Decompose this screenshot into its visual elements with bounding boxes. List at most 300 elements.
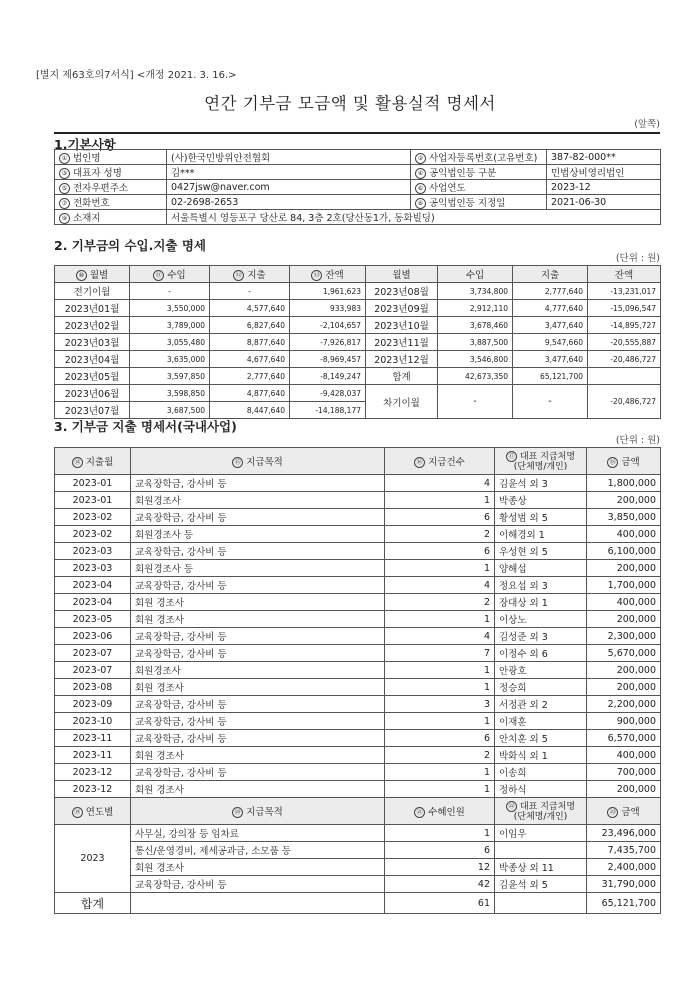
basic-label — [55, 150, 167, 165]
income-header-month — [55, 266, 130, 283]
expense-purpose: 회원 경조사 — [131, 679, 385, 696]
expense-recipient: 박화식 외 1 — [495, 747, 587, 764]
expense-purpose: 교육장학금, 강사비 등 — [131, 713, 385, 730]
expense-month: 2023-12 — [55, 764, 131, 781]
income-cell: 3,598,850 — [130, 385, 210, 402]
annual-header-amount-text: 금액 — [621, 807, 640, 818]
expense-purpose: 교육장학금, 강사비 등 — [131, 696, 385, 713]
annual-recipient: 김윤석 외 5 — [495, 876, 587, 893]
expense-recipient: 서정관 외 2 — [495, 696, 587, 713]
income-header-row — [55, 266, 661, 283]
circled-number: ⑮ — [232, 457, 243, 468]
total-label: 합계 — [55, 893, 131, 914]
annual-row — [55, 842, 661, 859]
address-value: 서울특별시 영등포구 당산로 84, 3층 2호(당산동1가, 동화빌딩) — [167, 210, 661, 225]
bal-cell: -7,926,817 — [290, 334, 366, 351]
income-header-bal-text: 잔액 — [325, 270, 344, 281]
exp-cell: - — [210, 283, 290, 300]
expense-month: 2023-03 — [55, 543, 131, 560]
expense-recipient: 정요섭 외 3 — [495, 577, 587, 594]
income-section-title: 2. 기부금의 수입.지출 명세 — [54, 238, 207, 253]
annual-header-purpose — [131, 798, 385, 825]
annual-recipient: 박종상 외 11 — [495, 859, 587, 876]
income-row — [55, 317, 661, 334]
expense-recipient: 이재훈 — [495, 713, 587, 730]
annual-count: 1 — [385, 825, 495, 842]
income-cell: 3,678,460 — [438, 317, 513, 334]
income-header-income — [130, 266, 210, 283]
month-cell: 전기이월 — [55, 283, 130, 300]
basic-value: 김*** — [167, 165, 411, 180]
domestic-header-amount-text: 금액 — [621, 457, 640, 468]
circled-number: ⑤ — [59, 183, 70, 194]
annual-amount: 7,435,700 — [587, 842, 661, 859]
annual-row — [55, 825, 661, 842]
annual-purpose: 통신/운영경비, 제세공과금, 소모품 등 — [131, 842, 385, 859]
expense-purpose: 교육장학금, 강사비 등 — [131, 509, 385, 526]
basic-label-text: 전화번호 — [73, 198, 110, 209]
exp-cell: 4,677,640 — [210, 351, 290, 368]
circled-number: ⑬ — [311, 270, 322, 281]
month-cell: 2023년11월 — [366, 334, 438, 351]
document-title: 연간 기부금 모금액 및 활용실적 명세서 — [204, 94, 496, 113]
exp-cell: 8,877,640 — [210, 334, 290, 351]
annual-row — [55, 859, 661, 876]
expense-count: 3 — [385, 696, 495, 713]
expense-row — [55, 611, 661, 628]
income-header-month-text: 월별 — [89, 270, 109, 281]
expense-recipient: 이송희 — [495, 764, 587, 781]
annual-header-recipient — [495, 798, 587, 825]
expense-month: 2023-02 — [55, 526, 131, 543]
total-row — [55, 893, 661, 914]
expense-amount: 400,000 — [587, 747, 661, 764]
bal-cell: -14,188,177 — [290, 402, 366, 419]
exp-cell: 3,477,640 — [513, 317, 588, 334]
expense-month: 2023-07 — [55, 662, 131, 679]
basic-value: (사)한국민방위안전협회 — [167, 150, 411, 165]
carry-exp: - — [513, 385, 588, 419]
domestic-header-amount — [587, 448, 661, 475]
income-row — [55, 283, 661, 300]
basic-value: 2023-12 — [547, 180, 661, 195]
expense-row — [55, 713, 661, 730]
annual-amount: 2,400,000 — [587, 859, 661, 876]
domestic-header-recipient — [495, 448, 587, 475]
annual-recipient: 이임우 — [495, 825, 587, 842]
recipient-header-line2: (단체명/개인) — [513, 811, 568, 822]
exp-cell: 4,577,640 — [210, 300, 290, 317]
income-header-exp — [210, 266, 290, 283]
recipient-header-line1 — [499, 801, 582, 812]
domestic-header-month-text: 지출월 — [85, 457, 114, 468]
expense-row — [55, 526, 661, 543]
expense-month: 2023-07 — [55, 645, 131, 662]
basic-value: 0427jsw@naver.com — [167, 180, 411, 195]
bal-cell: -20,555,887 — [588, 334, 661, 351]
expense-row — [55, 781, 661, 798]
expense-amount: 700,000 — [587, 764, 661, 781]
expense-amount: 200,000 — [587, 662, 661, 679]
income-cell: 3,887,500 — [438, 334, 513, 351]
circled-number: ② — [415, 153, 426, 164]
expense-amount: 1,800,000 — [587, 475, 661, 492]
income-header-income-text: 수입 — [167, 270, 186, 281]
total-label: 합계 — [366, 368, 438, 385]
expense-count: 6 — [385, 543, 495, 560]
expense-amount: 2,300,000 — [587, 628, 661, 645]
expense-month: 2023-01 — [55, 475, 131, 492]
expense-purpose: 회원 경조사 — [131, 747, 385, 764]
total-amount: 65,121,700 — [587, 893, 661, 914]
domestic-header-month — [55, 448, 131, 475]
basic-row — [55, 165, 661, 180]
circled-number: ㉒ — [506, 801, 517, 812]
expense-row — [55, 628, 661, 645]
bal-cell: -20,486,727 — [588, 351, 661, 368]
expense-count: 1 — [385, 611, 495, 628]
expense-row — [55, 594, 661, 611]
expense-row — [55, 560, 661, 577]
expense-amount: 200,000 — [587, 560, 661, 577]
expense-recipient: 안치훈 외 5 — [495, 730, 587, 747]
basic-label-text: 공익법인등 지정일 — [429, 198, 506, 209]
month-cell: 2023년09월 — [366, 300, 438, 317]
section-divider — [54, 132, 660, 134]
basic-label — [55, 180, 167, 195]
total-blank — [495, 893, 587, 914]
expense-month: 2023-12 — [55, 781, 131, 798]
basic-value: 2021-06-30 — [547, 195, 661, 210]
expense-amount: 400,000 — [587, 594, 661, 611]
basic-label-text: 소재지 — [73, 213, 101, 224]
domestic-header-purpose-text: 지급목적 — [246, 457, 283, 468]
expense-purpose: 회원경조사 등 — [131, 560, 385, 577]
basic-label — [411, 195, 547, 210]
basic-label-text: 법인명 — [73, 153, 101, 164]
month-cell: 2023년03월 — [55, 334, 130, 351]
expense-month: 2023-01 — [55, 492, 131, 509]
expense-month: 2023-08 — [55, 679, 131, 696]
month-cell: 2023년04월 — [55, 351, 130, 368]
month-cell: 2023년06월 — [55, 385, 130, 402]
recipient-header-text: 대표 지급처명 — [519, 801, 576, 812]
basic-label — [55, 165, 167, 180]
expense-month: 2023-11 — [55, 730, 131, 747]
expense-amount: 6,100,000 — [587, 543, 661, 560]
exp-cell: 4,777,640 — [513, 300, 588, 317]
expense-row — [55, 730, 661, 747]
basic-label-text: 사업자등록번호(고유번호) — [429, 153, 538, 164]
annual-header-year — [55, 798, 131, 825]
total-count: 61 — [385, 893, 495, 914]
circled-number: ⑰ — [506, 451, 517, 462]
income-header-bal — [290, 266, 366, 283]
expense-purpose: 교육장학금, 강사비 등 — [131, 628, 385, 645]
basic-info-table — [54, 149, 661, 225]
circled-number: ③ — [59, 168, 70, 179]
basic-label — [411, 165, 547, 180]
expense-amount: 5,670,000 — [587, 645, 661, 662]
basic-label-text: 대표자 성명 — [73, 168, 122, 179]
form-number: [별지 제63호의7서식] <개정 2021. 3. 16.> — [36, 70, 237, 81]
annual-amount: 31,790,000 — [587, 876, 661, 893]
bal-cell: -8,969,457 — [290, 351, 366, 368]
basic-label-text: 공익법인등 구분 — [429, 168, 497, 179]
recipient-header-text: 대표 지급처명 — [519, 451, 576, 462]
expense-purpose: 회원 경조사 — [131, 781, 385, 798]
circled-number: ⑩ — [76, 270, 87, 281]
income-header-exp2: 지출 — [513, 266, 588, 283]
expense-recipient: 이해경외 1 — [495, 526, 587, 543]
recipient-header-line1 — [499, 451, 582, 462]
domestic-expense-table — [54, 447, 661, 914]
expense-row — [55, 492, 661, 509]
expense-count: 2 — [385, 594, 495, 611]
circled-number: ⑦ — [59, 198, 70, 209]
expense-recipient: 김성준 외 3 — [495, 628, 587, 645]
expense-recipient: 양해섭 — [495, 560, 587, 577]
expense-row — [55, 747, 661, 764]
carry-label: 차기이월 — [366, 385, 438, 419]
circled-number: ⑨ — [59, 213, 70, 224]
annual-purpose: 사무실, 강의장 등 임차료 — [131, 825, 385, 842]
basic-section-title: 1.기본사항 — [54, 137, 116, 152]
expense-row — [55, 679, 661, 696]
domestic-section-title: 3. 기부금 지출 명세서(국내사업) — [54, 419, 237, 434]
bal-cell: 933,983 — [290, 300, 366, 317]
bal-cell: -8,149,247 — [290, 368, 366, 385]
exp-cell: 9,547,660 — [513, 334, 588, 351]
bal-cell: -9,428,037 — [290, 385, 366, 402]
expense-amount: 200,000 — [587, 611, 661, 628]
exp-cell: 3,477,640 — [513, 351, 588, 368]
income-expense-table — [54, 265, 661, 419]
annual-count: 42 — [385, 876, 495, 893]
total-blank — [131, 893, 385, 914]
annual-row — [55, 876, 661, 893]
expense-amount: 200,000 — [587, 679, 661, 696]
expense-amount: 200,000 — [587, 781, 661, 798]
basic-row — [55, 195, 661, 210]
expense-count: 6 — [385, 509, 495, 526]
exp-cell: 2,777,640 — [210, 368, 290, 385]
income-row — [55, 351, 661, 368]
expense-amount: 1,700,000 — [587, 577, 661, 594]
expense-count: 1 — [385, 713, 495, 730]
expense-row — [55, 662, 661, 679]
circled-number: ⑥ — [415, 183, 426, 194]
income-row — [55, 334, 661, 351]
bal-cell: -13,231,017 — [588, 283, 661, 300]
expense-recipient: 장대상 외 1 — [495, 594, 587, 611]
income-cell: 3,546,800 — [438, 351, 513, 368]
circled-number: ⑭ — [72, 457, 83, 468]
income-unit-label: (단위 : 원) — [615, 253, 660, 264]
expense-count: 1 — [385, 492, 495, 509]
annual-recipient — [495, 842, 587, 859]
income-cell: 3,635,000 — [130, 351, 210, 368]
expense-row — [55, 475, 661, 492]
expense-purpose: 교육장학금, 강사비 등 — [131, 543, 385, 560]
expense-count: 1 — [385, 662, 495, 679]
circled-number: ⑲ — [72, 807, 83, 818]
income-cell: - — [130, 283, 210, 300]
basic-label — [411, 150, 547, 165]
income-cell: 3,550,000 — [130, 300, 210, 317]
circled-number: ㉓ — [607, 807, 618, 818]
income-cell: 3,789,000 — [130, 317, 210, 334]
circled-number: ⑱ — [607, 457, 618, 468]
basic-value: 387-82-000** — [547, 150, 661, 165]
annual-header-count — [385, 798, 495, 825]
expense-purpose: 교육장학금, 강사비 등 — [131, 475, 385, 492]
expense-month: 2023-03 — [55, 560, 131, 577]
basic-value: 민법상비영리법인 — [547, 165, 661, 180]
expense-purpose: 교육장학금, 강사비 등 — [131, 645, 385, 662]
circled-number: ⑯ — [414, 457, 425, 468]
basic-label-text: 사업연도 — [429, 183, 466, 194]
income-cell: 3,055,480 — [130, 334, 210, 351]
month-cell: 2023년10월 — [366, 317, 438, 334]
expense-count: 7 — [385, 645, 495, 662]
month-cell: 2023년01월 — [55, 300, 130, 317]
income-cell: 3,687,500 — [130, 402, 210, 419]
expense-count: 1 — [385, 560, 495, 577]
basic-label — [55, 195, 167, 210]
expense-purpose: 회원경조사 — [131, 662, 385, 679]
expense-amount: 400,000 — [587, 526, 661, 543]
exp-cell: 4,877,640 — [210, 385, 290, 402]
expense-month: 2023-02 — [55, 509, 131, 526]
expense-amount: 2,200,000 — [587, 696, 661, 713]
annual-purpose: 회원 경조사 — [131, 859, 385, 876]
expense-recipient: 이정수 외 6 — [495, 645, 587, 662]
expense-purpose: 회원 경조사 — [131, 611, 385, 628]
expense-row — [55, 764, 661, 781]
expense-count: 4 — [385, 628, 495, 645]
basic-label — [411, 180, 547, 195]
income-row — [55, 368, 661, 385]
annual-header-purpose-text: 지급목적 — [246, 807, 283, 818]
expense-amount: 900,000 — [587, 713, 661, 730]
income-row — [55, 385, 661, 402]
expense-recipient: 김윤석 외 3 — [495, 475, 587, 492]
circled-number: ⑧ — [415, 198, 426, 209]
income-header-month2: 월별 — [366, 266, 438, 283]
month-cell: 2023년12월 — [366, 351, 438, 368]
annual-count: 6 — [385, 842, 495, 859]
bal-cell: -15,096,547 — [588, 300, 661, 317]
carry-income: - — [438, 385, 513, 419]
expense-amount: 200,000 — [587, 492, 661, 509]
month-cell: 2023년08월 — [366, 283, 438, 300]
basic-value: 02-2698-2653 — [167, 195, 411, 210]
expense-count: 6 — [385, 730, 495, 747]
circled-number: ㉑ — [414, 807, 425, 818]
basic-row — [55, 150, 661, 165]
expense-month: 2023-09 — [55, 696, 131, 713]
carry-bal: -20,486,727 — [588, 385, 661, 419]
income-header-bal2: 잔액 — [588, 266, 661, 283]
month-cell: 2023년02월 — [55, 317, 130, 334]
annual-purpose: 교육장학금, 강사비 등 — [131, 876, 385, 893]
basic-row — [55, 180, 661, 195]
domestic-header-row-2 — [55, 798, 661, 825]
expense-purpose: 교육장학금, 강사비 등 — [131, 730, 385, 747]
annual-header-amount — [587, 798, 661, 825]
expense-row — [55, 696, 661, 713]
expense-month: 2023-11 — [55, 747, 131, 764]
expense-count: 4 — [385, 475, 495, 492]
basic-label — [55, 210, 167, 225]
circled-number: ⑳ — [232, 807, 243, 818]
expense-count: 2 — [385, 747, 495, 764]
recipient-header-line2: (단체명/개인) — [513, 461, 568, 472]
income-header-income2: 수입 — [438, 266, 513, 283]
annual-count: 12 — [385, 859, 495, 876]
basic-row-address — [55, 210, 661, 225]
expense-amount: 3,850,000 — [587, 509, 661, 526]
expense-count: 1 — [385, 781, 495, 798]
expense-purpose: 회원경조사 등 — [131, 526, 385, 543]
expense-month: 2023-04 — [55, 594, 131, 611]
bal-cell: 1,961,623 — [290, 283, 366, 300]
domestic-header-count — [385, 448, 495, 475]
expense-recipient: 박종상 — [495, 492, 587, 509]
circled-number: ⑫ — [233, 270, 244, 281]
month-cell: 2023년07월 — [55, 402, 130, 419]
exp-cell: 65,121,700 — [513, 368, 588, 385]
income-header-exp-text: 지출 — [247, 270, 266, 281]
expense-month: 2023-05 — [55, 611, 131, 628]
expense-recipient: 황성범 외 5 — [495, 509, 587, 526]
bal-cell: -14,895,727 — [588, 317, 661, 334]
exp-cell: 8,447,640 — [210, 402, 290, 419]
expense-amount: 6,570,000 — [587, 730, 661, 747]
annual-year: 2023 — [55, 825, 131, 893]
expense-row — [55, 543, 661, 560]
expense-recipient: 이상노 — [495, 611, 587, 628]
circled-number: ⑪ — [153, 270, 164, 281]
bal-cell: -2,104,657 — [290, 317, 366, 334]
annual-header-year-text: 연도별 — [85, 807, 114, 818]
income-cell: 3,597,850 — [130, 368, 210, 385]
expense-purpose: 회원경조사 — [131, 492, 385, 509]
circled-number: ④ — [415, 168, 426, 179]
expense-month: 2023-06 — [55, 628, 131, 645]
expense-recipient: 정하식 — [495, 781, 587, 798]
expense-recipient: 안광호 — [495, 662, 587, 679]
annual-header-count-text: 수혜인원 — [428, 807, 465, 818]
bal-cell — [588, 368, 661, 385]
income-row — [55, 300, 661, 317]
expense-count: 1 — [385, 764, 495, 781]
domestic-unit-label: (단위 : 원) — [615, 435, 660, 446]
domestic-header-row — [55, 448, 661, 475]
expense-recipient: 우성현 외 5 — [495, 543, 587, 560]
expense-row — [55, 509, 661, 526]
expense-count: 1 — [385, 679, 495, 696]
expense-purpose: 회원 경조사 — [131, 594, 385, 611]
domestic-header-count-text: 지급건수 — [428, 457, 465, 468]
expense-row — [55, 577, 661, 594]
income-cell: 2,912,110 — [438, 300, 513, 317]
expense-month: 2023-10 — [55, 713, 131, 730]
basic-label-text: 전자우편주소 — [73, 183, 129, 194]
page-side-label: (앞쪽) — [634, 119, 660, 130]
exp-cell: 2,777,640 — [513, 283, 588, 300]
